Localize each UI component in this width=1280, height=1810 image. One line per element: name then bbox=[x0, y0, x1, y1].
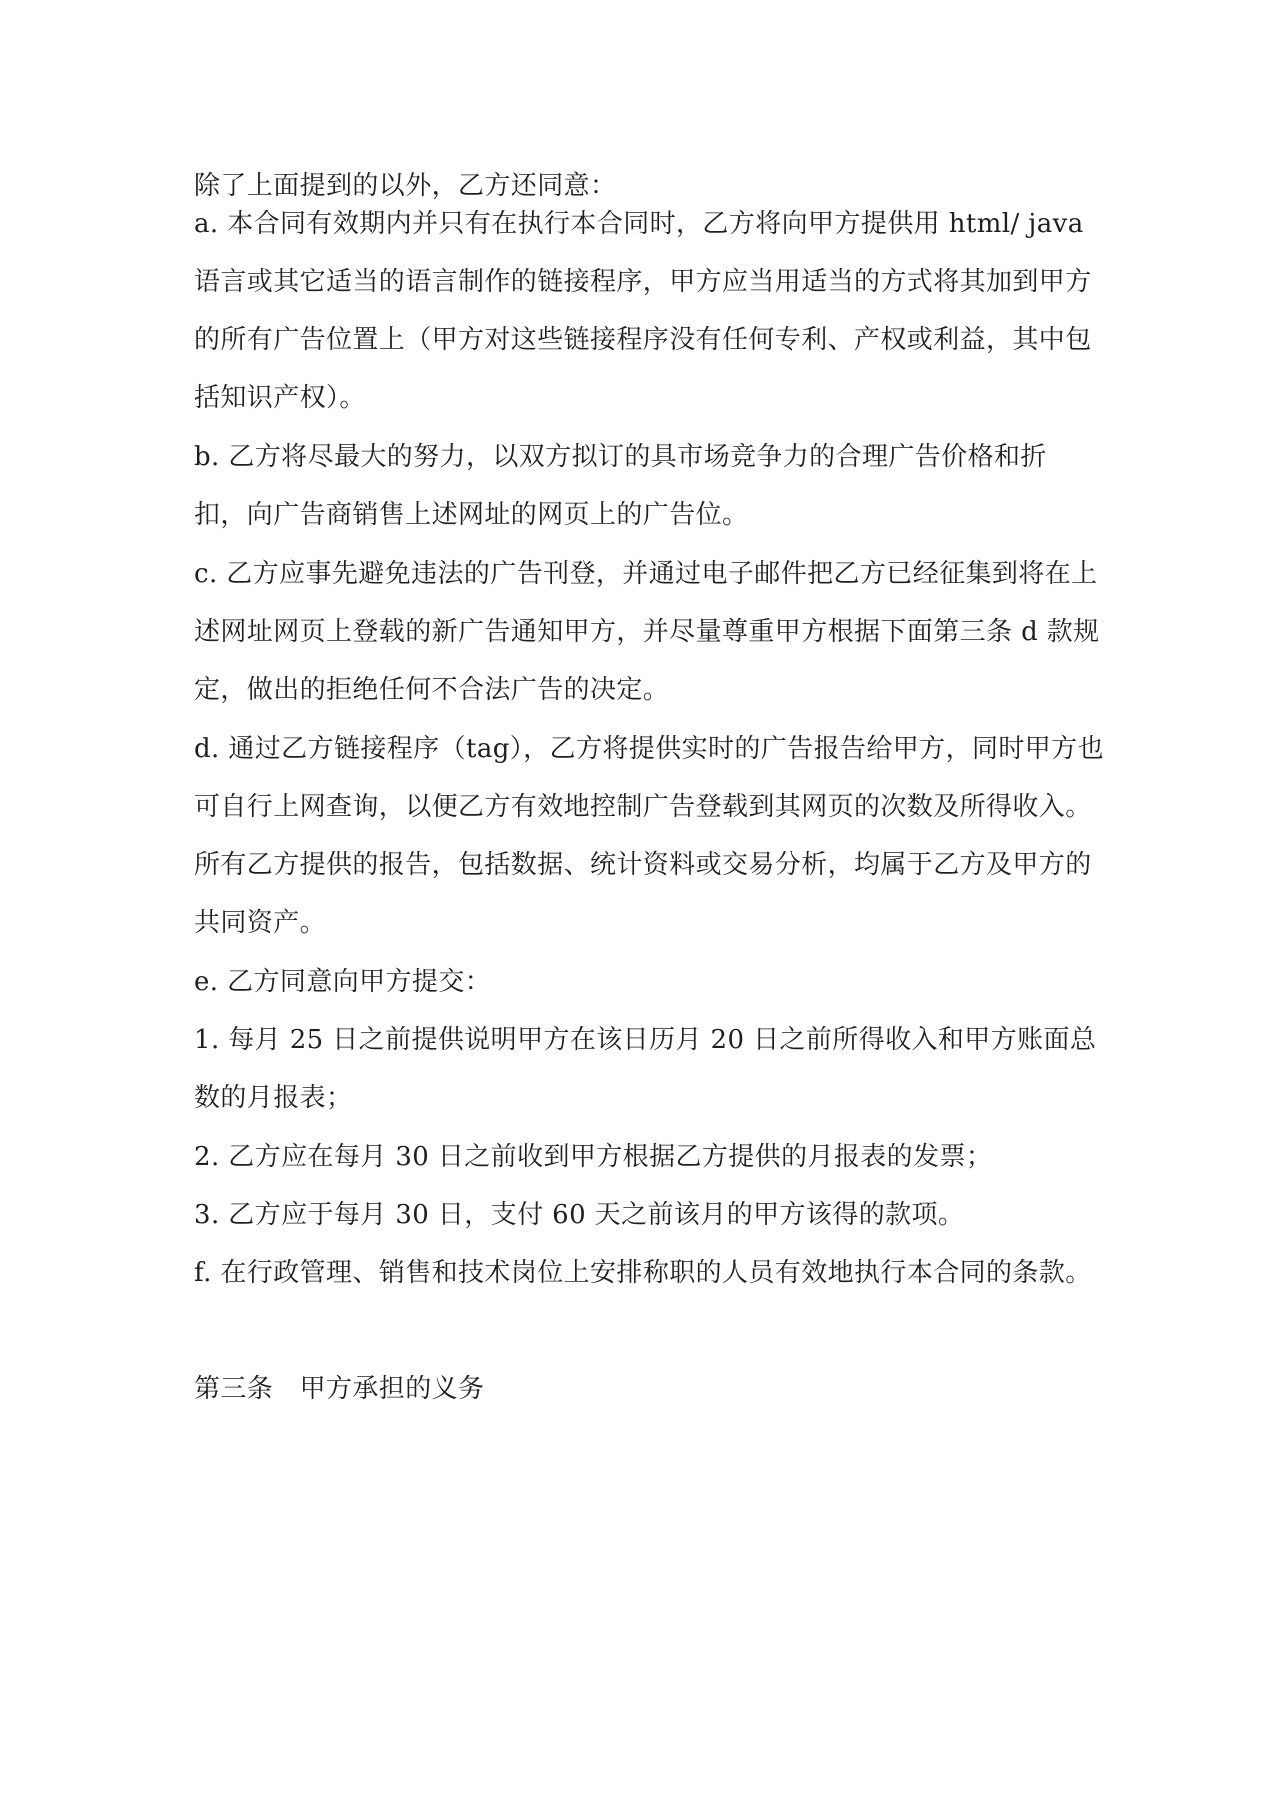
clause-c-line: 述网址网页上登载的新广告通知甲方，并尽量尊重甲方根据下面第三条 d 款规 bbox=[194, 617, 1100, 647]
clause-a-line: a. 本合同有效期内并只有在执行本合同时，乙方将向甲方提供用 html/ java bbox=[194, 209, 1084, 239]
section-heading: 第三条 甲方承担的义务 bbox=[194, 1374, 485, 1404]
clause-c-line: c. 乙方应事先避免违法的广告刊登，并通过电子邮件把乙方已经征集到将在上 bbox=[194, 559, 1098, 589]
intro-paragraph: 除了上面提到的以外，乙方还同意： bbox=[194, 171, 617, 201]
sub-item-1-line: 1. 每月 25 日之前提供说明甲方在该日历月 20 日之前所得收入和甲方账面总 bbox=[194, 1025, 1097, 1055]
clause-c-line: 定，做出的拒绝任何不合法广告的决定。 bbox=[194, 675, 670, 705]
clause-a-line: 括知识产权）。 bbox=[194, 383, 366, 413]
clause-a-line: 语言或其它适当的语言制作的链接程序，甲方应当用适当的方式将其加到甲方 bbox=[194, 267, 1092, 297]
sub-item-2-line: 2. 乙方应在每月 30 日之前收到甲方根据乙方提供的月报表的发票； bbox=[194, 1142, 993, 1172]
clause-d-line: d. 通过乙方链接程序（tag），乙方将提供实时的广告报告给甲方，同时甲方也 bbox=[194, 734, 1104, 764]
clause-e-line: e. 乙方同意向甲方提交： bbox=[194, 967, 492, 997]
clause-d-line: 所有乙方提供的报告，包括数据、统计资料或交易分析，均属于乙方及甲方的 bbox=[194, 850, 1092, 880]
clause-f: f. 在行政管理、销售和技术岗位上安排称职的人员有效地执行本合同的条款。 bbox=[194, 1258, 1092, 1288]
sub-item-3-line: 3. 乙方应于每月 30 日，支付 60 天之前该月的甲方该得的款项。 bbox=[194, 1200, 965, 1230]
clause-a-line: 的所有广告位置上（甲方对这些链接程序没有任何专利、产权或利益，其中包 bbox=[194, 325, 1092, 355]
clause-b-line: b. 乙方将尽最大的努力，以双方拟订的具市场竞争力的合理广告价格和折 bbox=[194, 442, 1047, 472]
clause-d-line: 可自行上网查询，以便乙方有效地控制广告登载到其网页的次数及所得收入。 bbox=[194, 792, 1092, 822]
clause-b-line: 扣，向广告商销售上述网址的网页上的广告位。 bbox=[194, 500, 749, 530]
clause-d-line: 共同资产。 bbox=[194, 908, 327, 938]
sub-item-1-line: 数的月报表； bbox=[194, 1083, 353, 1113]
